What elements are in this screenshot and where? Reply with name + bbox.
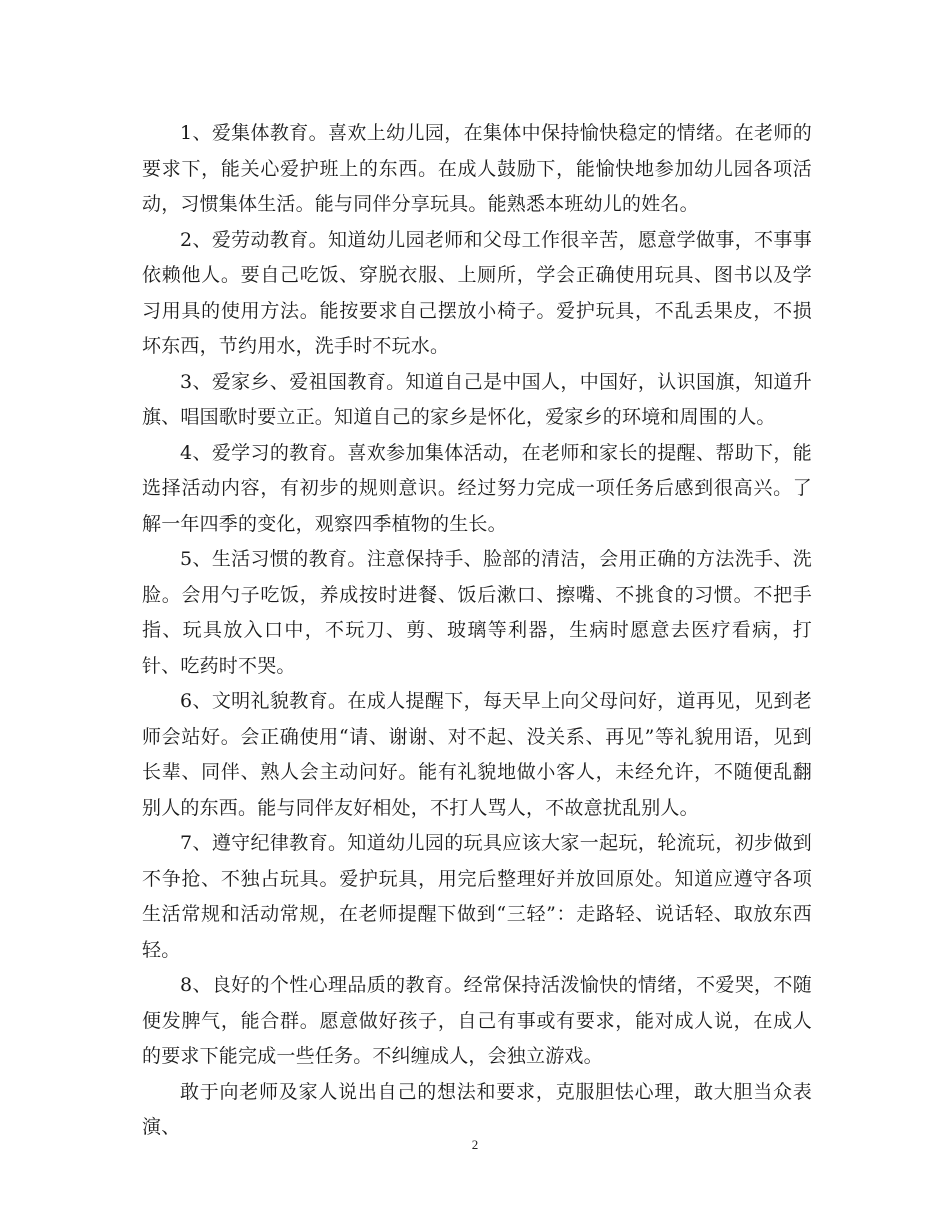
paragraph-5: 5、生活习惯的教育。注意保持手、脸部的清洁，会用正确的方法洗手、洗脸。会用勺子吃饭，养成按时进餐、饭后漱口、擦嘴、不挑食的习惯。不把手指、玩具放入口中，不玩刀、剪、玻璃等利器，生病时愿意去医疗看病，打针、吃药时不哭。 — [142, 548, 812, 677]
paragraph-1: 1、爱集体教育。喜欢上幼儿园，在集体中保持愉快稳定的情绪。在老师的要求下，能关心爱护班上的东西。在成人鼓励下，能愉快地参加幼儿园各项活动，习惯集体生活。能与同伴分享玩具。能熟悉本班幼儿的姓名。 — [142, 122, 812, 215]
paragraph-2: 2、爱劳动教育。知道幼儿园老师和父母工作很辛苦，愿意学做事，不事事依赖他人。要自己吃饭、穿脱衣服、上厕所，学会正确使用玩具、图书以及学习用具的使用方法。能按要求自己摆放小椅子。爱护玩具，不乱丢果皮，不损坏东西，节约用水，洗手时不玩水。 — [142, 228, 812, 357]
paragraph-4: 4、爱学习的教育。喜欢参加集体活动，在老师和家长的提醒、帮助下，能选择活动内容，有初步的规则意识。经过努力完成一项任务后感到很高兴。了解一年四季的变化，观察四季植物的生长。 — [142, 441, 812, 535]
paragraph-8: 8、良好的个性心理品质的教育。经常保持活泼愉快的情绪，不爱哭，不随便发脾气，能合群。愿意做好孩子，自己有事或有要求，能对成人说，在成人的要求下能完成一些任务。不纠缠成人，会独立游戏。 — [142, 974, 812, 1067]
paragraph-7: 7、遵守纪律教育。知道幼儿园的玩具应该大家一起玩，轮流玩，初步做到不争抢、不独占玩具。爱护玩具，用完后整理好并放回原处。知道应遵守各项生活常规和活动常规，在老师提醒下做到“三轻”：走路轻、说话轻、取放东西轻。 — [142, 832, 812, 961]
document-body — [142, 116, 812, 1146]
paragraph-6: 6、文明礼貌教育。在成人提醒下，每天早上向父母问好，道再见，见到老师会站好。会正确使用“请、谢谢、对不起、没关系、再见”等礼貌用语，见到长辈、同伴、熟人会主动问好。能有礼貌地做小客人，未经允许，不随便乱翻别人的东西。能与同伴友好相处，不打人骂人，不故意扰乱别人。 — [142, 690, 812, 819]
paragraph-9: 敢于向老师及家人说出自己的想法和要求，克服胆怯心理，敢大胆当众表演、 — [142, 1080, 812, 1138]
page-number: 2 — [471, 1137, 479, 1152]
paragraph-3: 3、爱家乡、爱祖国教育。知道自己是中国人，中国好，认识国旗，知道升旗、唱国歌时要立正。知道自己的家乡是怀化，爱家乡的环境和周围的人。 — [142, 370, 812, 428]
